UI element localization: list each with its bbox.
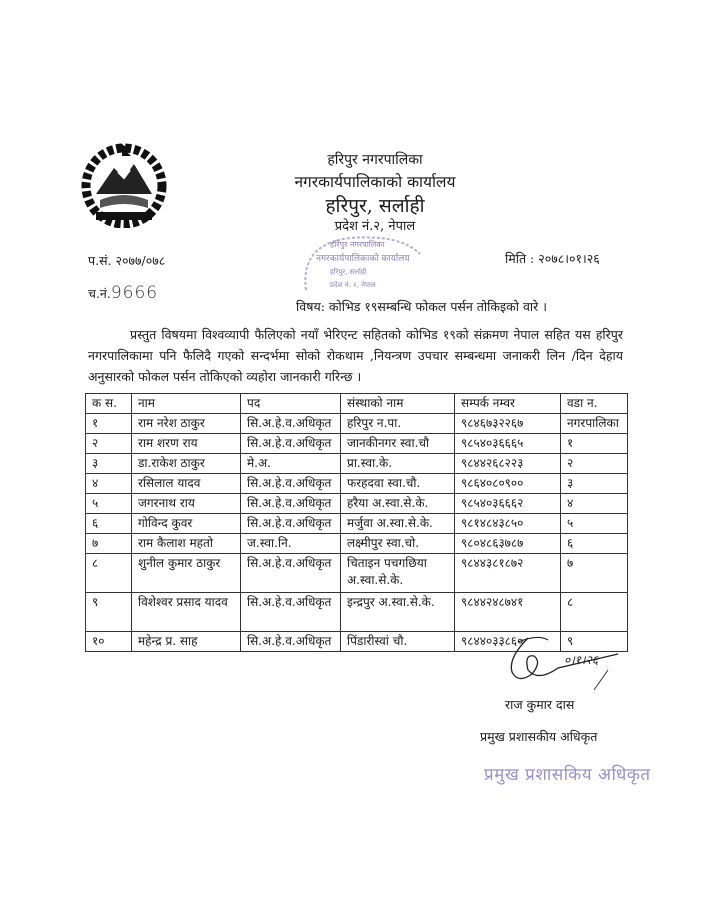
- table-cell: ८: [86, 554, 132, 593]
- table-cell: मे.अ.: [241, 454, 341, 474]
- table-cell: राम कैलाश महतो: [132, 534, 241, 554]
- table-cell: ९८१४८४३८५०: [455, 514, 561, 534]
- table-cell: ३: [86, 454, 132, 474]
- table-cell: ९८६४०८०९००: [455, 474, 561, 494]
- table-cell: महेन्द्र प्र. साह: [132, 632, 241, 652]
- signature-date: ०।१।२६: [564, 653, 599, 667]
- table-cell: ९: [561, 632, 628, 652]
- table-cell: गोविन्द कुवर: [132, 514, 241, 534]
- table-cell: सि.अ.हे.व.अधिकृत: [241, 514, 341, 534]
- table-row: [86, 454, 628, 474]
- table-cell: मर्जुवा अ.स्वा.से.के.: [341, 514, 455, 534]
- table-cell: ९८४४३८१८७२: [455, 554, 561, 593]
- table-cell: सि.अ.हे.व.अधिकृत: [241, 434, 341, 454]
- table-row: [86, 514, 628, 534]
- table-row: [86, 593, 628, 632]
- body-paragraph: प्रस्तुत विषयमा विश्वव्यापी फैलिएको नयाँ भेरिएन्ट सहितको कोभिड १९को संक्रमण नेपाल सहित यस हरिपुर नगरपालिकामा पनि फैलिदै गएको सन्दर्भमा सोको रोकथाम ,नियन्त्रण उपचार सम्बन्धमा जनाकरी लिन /दिन देहाय अनुसारको फोकल पर्सन तोकिएको व्यहोरा जानकारी गरिन्छ ।: [88, 327, 623, 384]
- table-cell: रसिलाल यादव: [132, 474, 241, 494]
- table-cell: शुनील कुमार ठाकुर: [132, 554, 241, 593]
- letterhead-line-1: हरिपुर नगरपालिका: [327, 152, 423, 168]
- table-cell: १०: [86, 632, 132, 652]
- signatory-title: प्रमुख प्रशासकीय अधिकृत: [480, 729, 598, 744]
- table-cell: २: [86, 434, 132, 454]
- subject-line: विषय: कोभिड १९सम्बन्धि फोकल पर्सन तोकिइको वारे ।: [296, 299, 547, 314]
- table-cell: राम शरण राय: [132, 434, 241, 454]
- table-cell: डा.राकेश ठाकुर: [132, 454, 241, 474]
- table-cell: जगरनाथ राय: [132, 494, 241, 514]
- table-cell: ९८०४८६३७८७: [455, 534, 561, 554]
- letterhead-line-2: नगरकार्यपालिकाको कार्यालय: [294, 173, 456, 191]
- signatory-name: राज कुमार दास: [505, 697, 575, 712]
- table-cell: ज.स्वा.नि.: [241, 534, 341, 554]
- table-cell: सि.अ.हे.व.अधिकृत: [241, 414, 341, 434]
- table-cell: ५: [561, 514, 628, 534]
- table-cell: पिंडारीस्वां चौ.: [341, 632, 455, 652]
- table-cell: ९८४६७३२२६७: [455, 414, 561, 434]
- table-cell: १: [86, 414, 132, 434]
- table-cell: ९८४४२४८७४१: [455, 593, 561, 632]
- table-row: [86, 534, 628, 554]
- table-cell: हरैया अ.स्वा.से.के.: [341, 494, 455, 514]
- svg-text:हरिपुर नगरपालिका: हरिपुर नगरपालिका: [330, 240, 385, 249]
- table-cell: ८: [561, 593, 628, 632]
- table-cell: जानकीनगर स्वा.चौ: [341, 434, 455, 454]
- title-stamp: प्रमुख प्रशासकिय अधिकृत: [484, 765, 651, 785]
- table-cell: ४: [561, 494, 628, 514]
- table-cell: फरहदवा स्वा.चौ.: [341, 474, 455, 494]
- table-cell: ५: [86, 494, 132, 514]
- column-header: संस्थाको नाम: [341, 394, 455, 414]
- table-cell: २: [561, 454, 628, 474]
- table-row: [86, 414, 628, 434]
- table-cell: नगरपालिका: [561, 414, 628, 434]
- table-row: [86, 554, 628, 593]
- svg-text:हरिपुर, सर्लाही: हरिपुर, सर्लाही: [330, 268, 367, 276]
- table-cell: सि.अ.हे.व.अधिकृत: [241, 593, 341, 632]
- table-cell: ७: [561, 554, 628, 593]
- table-cell: १: [561, 434, 628, 454]
- handwritten-signature: [498, 632, 638, 692]
- table-cell: हरिपुर न.पा.: [341, 414, 455, 434]
- ps-label: प.सं.: [88, 253, 112, 268]
- ch-label: च.नं.: [88, 286, 111, 301]
- column-header: क स.: [86, 394, 132, 414]
- ch-value: 9666: [110, 283, 159, 303]
- table-cell: ७: [86, 534, 132, 554]
- table-cell: ३: [561, 474, 628, 494]
- table-cell: चिताइन पचगछिया अ.स्वा.से.के.: [341, 554, 455, 593]
- table-cell: ९८४४२६८२२३: [455, 454, 561, 474]
- table-cell: राम नरेश ठाकुर: [132, 414, 241, 434]
- table-cell: ४: [86, 474, 132, 494]
- table-row: [86, 494, 628, 514]
- table-cell: लक्ष्मीपुर स्वा.चो.: [341, 534, 455, 554]
- svg-text:प्रदेश नं. २, नेपाल: प्रदेश नं. २, नेपाल: [330, 281, 376, 289]
- column-header: वडा न.: [561, 394, 628, 414]
- reference-number: [88, 252, 165, 269]
- ps-value: २०७७/०७८: [115, 253, 166, 268]
- table-cell: विशेश्वर प्रसाद यादव: [132, 593, 241, 632]
- government-emblem-icon: [78, 142, 170, 228]
- office-seal-stamp: [300, 234, 425, 294]
- table-cell: ९: [86, 593, 132, 632]
- table-cell: सि.अ.हे.व.अधिकृत: [241, 474, 341, 494]
- letterhead-line-3: हरिपुर, सर्लाही: [325, 195, 425, 217]
- table-cell: सि.अ.हे.व.अधिकृत: [241, 554, 341, 593]
- column-header: सम्पर्क नम्वर: [455, 394, 561, 414]
- table-cell: ९८५४०३६६६२: [455, 494, 561, 514]
- column-header: नाम: [132, 394, 241, 414]
- table-cell: ९८४४०३३८६०: [455, 632, 561, 652]
- date-value: २०७८।०१।२६: [538, 251, 600, 266]
- column-header: पद: [241, 394, 341, 414]
- table-cell: सि.अ.हे.व.अधिकृत: [241, 494, 341, 514]
- letterhead-line-4: प्रदेश नं.२, नेपाल: [334, 219, 416, 234]
- table-row: [86, 434, 628, 454]
- table-cell: प्रा.स्वा.के.: [341, 454, 455, 474]
- focal-person-table: [85, 393, 628, 652]
- table-row: [86, 474, 628, 494]
- table-cell: सि.अ.हे.व.अधिकृत: [241, 632, 341, 652]
- table-header-row: [86, 394, 628, 414]
- table-cell: ६: [86, 514, 132, 534]
- letter-date: [505, 250, 600, 267]
- table-cell: इन्द्रपुर अ.स्वा.से.के.: [341, 593, 455, 632]
- svg-text:नगरकार्यपालिकाको कार्यालय: नगरकार्यपालिकाको कार्यालय: [316, 254, 410, 264]
- table-cell: ६: [561, 534, 628, 554]
- date-label: मिति :: [505, 251, 535, 266]
- table-cell: ९८५४०३६६६५: [455, 434, 561, 454]
